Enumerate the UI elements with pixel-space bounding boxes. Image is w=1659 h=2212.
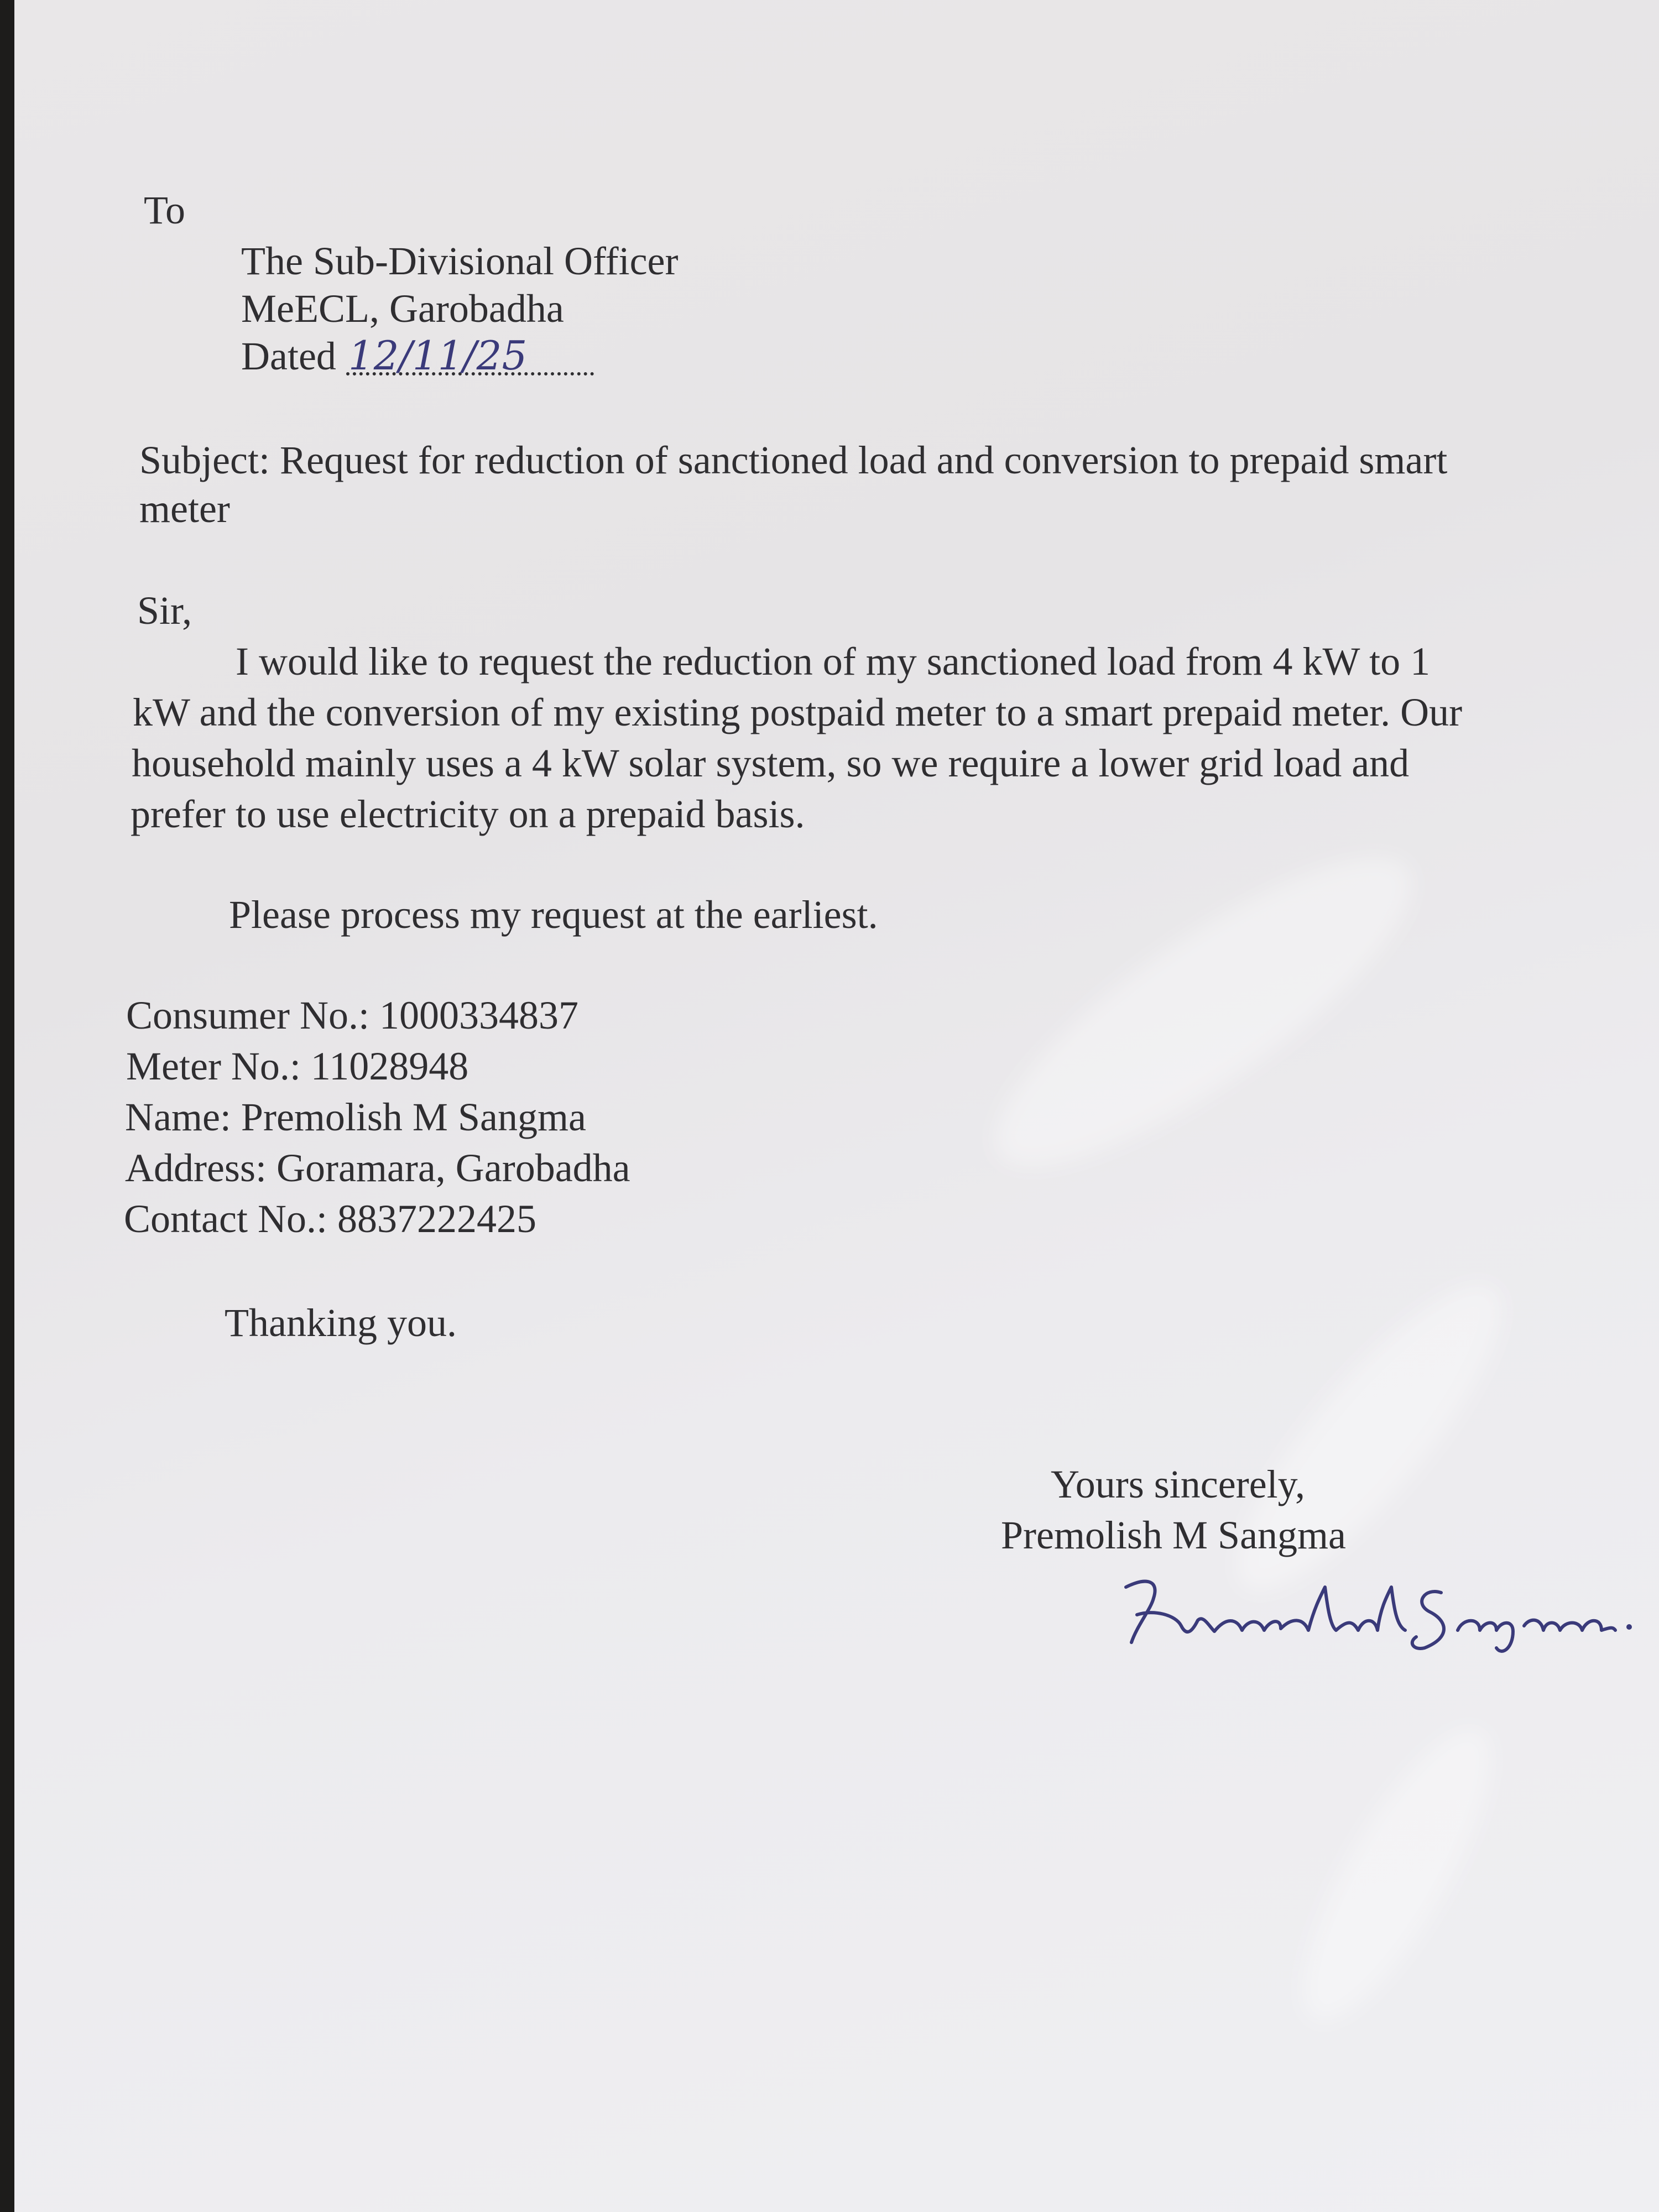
body-line-2: kW and the conversion of my existing postpaid meter to a smart prepaid meter. Our bbox=[133, 690, 1463, 734]
to-label: To bbox=[144, 188, 185, 232]
body-line-3: household mainly uses a 4 kW solar system, so we require a lower grid load and bbox=[132, 741, 1410, 785]
recipient-line-2: MeECL, Garobadha bbox=[241, 286, 564, 331]
thanks-line: Thanking you. bbox=[225, 1301, 457, 1345]
salutation: Sir, bbox=[137, 588, 192, 633]
dated-value: 12/11/25 bbox=[346, 339, 594, 375]
dated-label: Dated bbox=[241, 334, 336, 378]
subject-line-2: meter bbox=[139, 487, 230, 531]
paper-crease bbox=[958, 810, 1448, 1213]
recipient-line-1: The Sub-Divisional Officer bbox=[241, 239, 679, 283]
consumer-number: Consumer No.: 1000334837 bbox=[126, 993, 578, 1037]
address-field: Address: Goramara, Garobadha bbox=[125, 1146, 630, 1190]
sender-name: Premolish M Sangma bbox=[1001, 1513, 1346, 1557]
letter-paper bbox=[14, 0, 1659, 2212]
contact-number: Contact No.: 8837222425 bbox=[124, 1197, 536, 1241]
body-line-1: I would like to request the reduction of my sanctioned load from 4 kW to 1 bbox=[236, 639, 1431, 684]
body-line-4: prefer to use electricity on a prepaid basis. bbox=[131, 792, 805, 836]
meter-number: Meter No.: 11028948 bbox=[126, 1044, 469, 1088]
paper-crease bbox=[1271, 1706, 1523, 2043]
closing-line: Yours sincerely, bbox=[1051, 1462, 1305, 1506]
handwritten-signature bbox=[1115, 1565, 1646, 1659]
request-line: Please process my request at the earliest. bbox=[229, 893, 878, 937]
dated-line bbox=[241, 334, 594, 378]
subject-line-1: Subject: Request for reduction of sanctioned load and conversion to prepaid smart bbox=[139, 438, 1448, 482]
sender-name-field: Name: Premolish M Sangma bbox=[125, 1095, 586, 1139]
